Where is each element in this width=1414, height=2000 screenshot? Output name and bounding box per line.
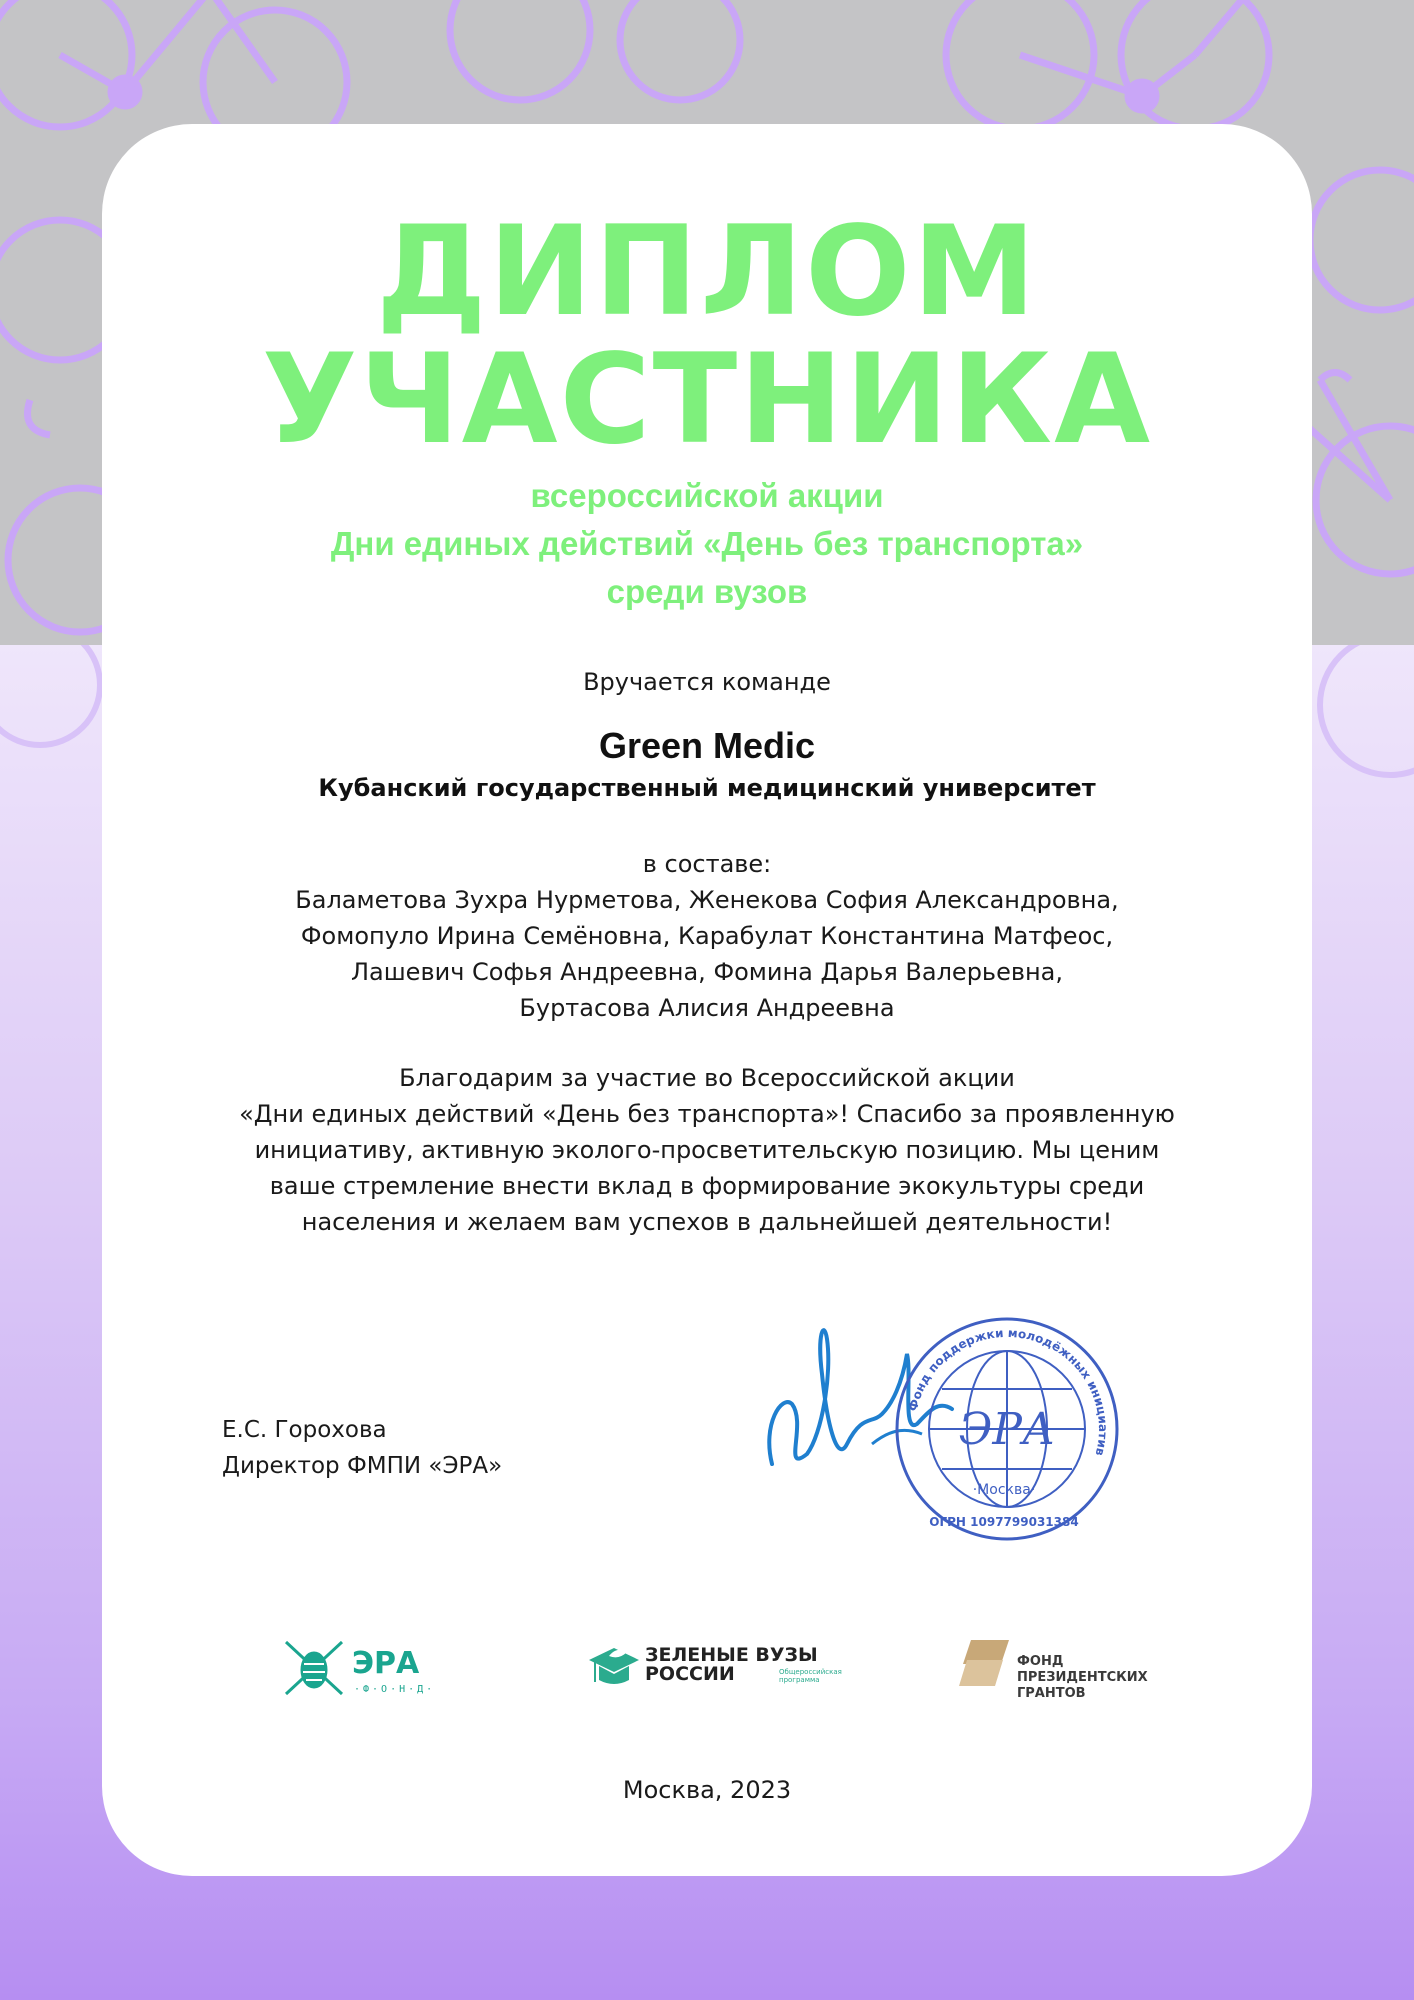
stamp-ogrn-text: ОГРН 1097799031384 bbox=[929, 1515, 1079, 1529]
presidential-grants-logo bbox=[957, 1638, 1157, 1702]
members-list bbox=[102, 882, 1312, 1026]
members-line: Лашевич Софья Андреевна, Фомина Дарья Валерьевна, bbox=[350, 958, 1064, 986]
green-logo-line1: ЗЕЛЕНЫЕ ВУЗЫ bbox=[645, 1644, 818, 1666]
stamp-outer-text: Фонд поддержки молодёжных инициатив bbox=[905, 1325, 1111, 1458]
subtitle-line: всероссийской акции bbox=[530, 477, 884, 514]
thanks-line: «Дни единых действий «День без транспорта»! Спасибо за проявленную bbox=[239, 1100, 1175, 1128]
stamp-icon bbox=[892, 1314, 1122, 1544]
diploma-title-line1: ДИПЛОМ bbox=[376, 200, 1038, 344]
thanks-paragraph bbox=[102, 1060, 1312, 1240]
subtitle-line: среди вузов bbox=[606, 573, 808, 610]
stamp-city-text: ·Москва· bbox=[972, 1482, 1036, 1498]
signatory-block bbox=[222, 1412, 502, 1484]
subtitle-line: Дни единых действий «День без транспорта» bbox=[330, 525, 1084, 562]
fond-flag-icon bbox=[957, 1638, 1011, 1688]
stamp-center-text: ЭРА bbox=[958, 1404, 1056, 1455]
event-subtitle bbox=[102, 472, 1312, 616]
thanks-line: ваше стремление внести вклад в формирование экокультуры среди bbox=[269, 1172, 1145, 1200]
diploma-card bbox=[102, 124, 1312, 1876]
graduation-cap-leaf-icon bbox=[587, 1642, 641, 1692]
signatory-name: Е.С. Горохова bbox=[222, 1417, 387, 1443]
place-and-year: Москва, 2023 bbox=[622, 1776, 792, 1804]
thanks-line: населения и желаем вам успехов в дальнейшей деятельности! bbox=[301, 1208, 1113, 1236]
thanks-line: инициативу, активную эколого-просветительскую позицию. Мы ценим bbox=[254, 1136, 1160, 1164]
fond-logo-line3: ГРАНТОВ bbox=[1017, 1686, 1086, 1701]
team-name: Green Medic bbox=[598, 725, 816, 766]
fond-logo-line2: ПРЕЗИДЕНТСКИХ bbox=[1017, 1670, 1148, 1685]
fond-logo-text bbox=[1017, 1654, 1148, 1702]
signatory-position: Директор ФМПИ «ЭРА» bbox=[222, 1453, 503, 1479]
composed-label: в составе: bbox=[642, 850, 772, 878]
era-fund-logo bbox=[282, 1638, 436, 1702]
pine-cone-icon bbox=[282, 1638, 346, 1698]
green-logo-sub: Общероссийская программа bbox=[779, 1668, 842, 1684]
green-universities-logo bbox=[587, 1638, 847, 1702]
university-name: Кубанский государственный медицинский университет bbox=[318, 774, 1096, 802]
era-logo-sub: ·Ф·О·Н·Д· bbox=[354, 1684, 436, 1695]
diploma-title-line2: УЧАСТНИКА bbox=[261, 328, 1153, 472]
members-line: Фомопуло Ирина Семёновна, Карабулат Константина Матфеос, bbox=[300, 922, 1114, 950]
members-line: Баламетова Зухра Нурметова, Женекова София Александровна, bbox=[295, 886, 1119, 914]
era-logo-name: ЭРА bbox=[352, 1646, 420, 1681]
fond-logo-line1: ФОНД bbox=[1017, 1654, 1064, 1669]
members-line: Буртасова Алисия Андреевна bbox=[519, 994, 895, 1022]
thanks-line: Благодарим за участие во Всероссийской акции bbox=[399, 1064, 1015, 1092]
awarded-to-label: Вручается команде bbox=[583, 668, 831, 696]
green-logo-line2: РОССИИ bbox=[645, 1663, 735, 1685]
